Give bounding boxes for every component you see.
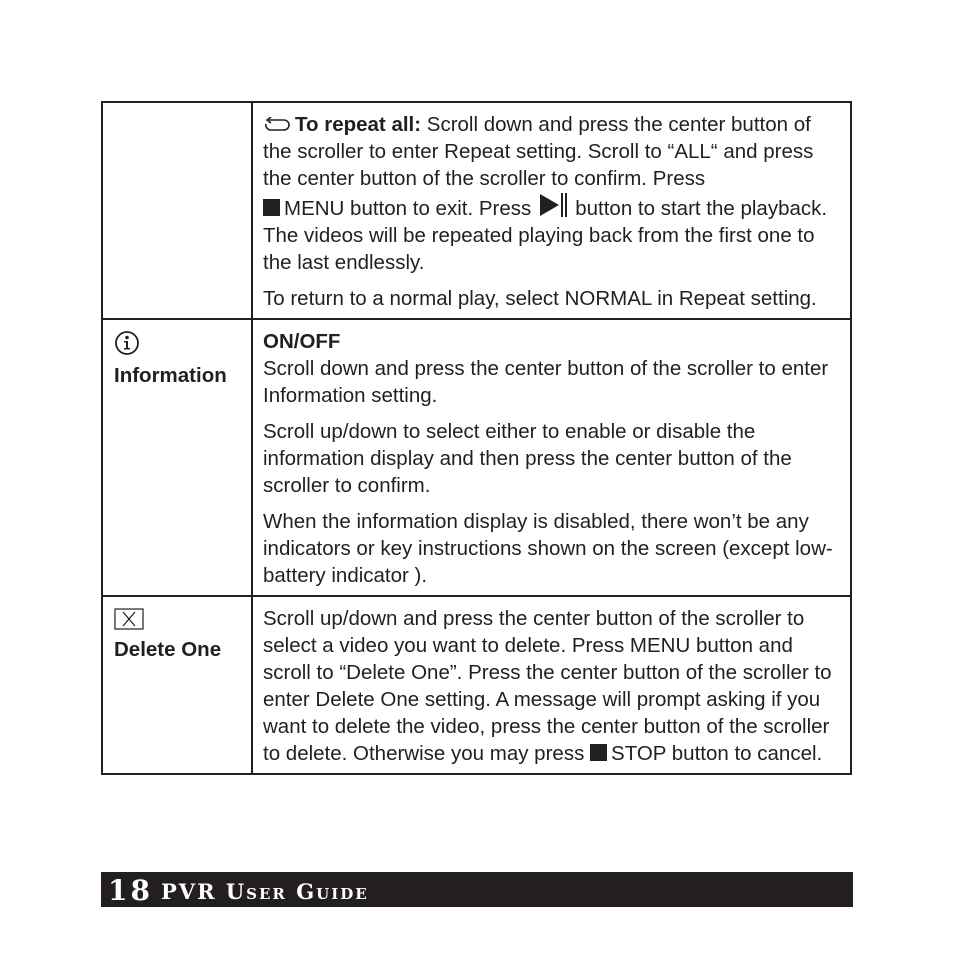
info-paragraph-3: When the information display is disabled, there won’t be any indicators or key instructions shown on the screen (except low-battery indicator ). bbox=[263, 510, 833, 587]
row-description-cell bbox=[252, 596, 851, 774]
repeat-all-heading: To repeat all: bbox=[295, 113, 422, 136]
play-pause-icon bbox=[539, 192, 569, 218]
page-number: 18 bbox=[108, 874, 153, 907]
info-text-1: Scroll down and press the center button of the scroller to enter Information setting. bbox=[263, 357, 829, 407]
return-normal-paragraph: To return to a normal play, select NORMAL in Repeat setting. bbox=[263, 287, 817, 310]
guide-title: PVR User Guide bbox=[161, 879, 369, 904]
page-footer bbox=[101, 872, 853, 907]
info-paragraph-2: Scroll up/down to select either to enable or disable the information display and then press the center button of the scroller to confirm. bbox=[263, 420, 792, 497]
row-label-cell bbox=[102, 319, 252, 596]
repeat-all-text-b: MENU button to exit. Press bbox=[284, 197, 532, 220]
row-label-cell bbox=[102, 102, 252, 319]
row-label-information: Information bbox=[114, 364, 227, 387]
on-off-heading: ON/OFF bbox=[263, 330, 341, 353]
table-row-delete-one bbox=[102, 596, 851, 774]
settings-table bbox=[101, 101, 852, 775]
table-row-information bbox=[102, 319, 851, 596]
table-row-repeat-all bbox=[102, 102, 851, 319]
stop-icon bbox=[590, 744, 607, 761]
repeat-all-paragraph bbox=[263, 111, 840, 276]
repeat-all-text-c: button to start the playback. The videos will be repeated playing back from the first one to the last endlessly. bbox=[263, 197, 828, 274]
delete-one-paragraph bbox=[263, 605, 840, 767]
delete-icon bbox=[114, 608, 144, 630]
row-description-cell bbox=[252, 102, 851, 319]
row-label-cell bbox=[102, 596, 252, 774]
stop-icon bbox=[263, 199, 280, 216]
info-icon bbox=[114, 330, 140, 356]
repeat-all-text-a: Scroll down and press the center button of the scroller to enter Repeat setting. Scroll to “ALL“ and press the center button of the scroller to confirm. Press bbox=[263, 113, 814, 190]
row-label-delete-one: Delete One bbox=[114, 638, 222, 661]
delete-one-text-b: STOP button to cancel. bbox=[611, 742, 823, 765]
repeat-icon bbox=[263, 117, 291, 133]
info-paragraph-1 bbox=[263, 328, 840, 409]
row-description-cell bbox=[252, 319, 851, 596]
delete-one-text-a: Scroll up/down and press the center button of the scroller to select a video you want to delete. Press MENU button and scroll to “Delete One”. Press the center button of the scroller to enter Delete One setting. A message will prompt asking if you want to delete the video, press the center button of the scroller to delete. Otherwise you may press bbox=[263, 607, 832, 765]
